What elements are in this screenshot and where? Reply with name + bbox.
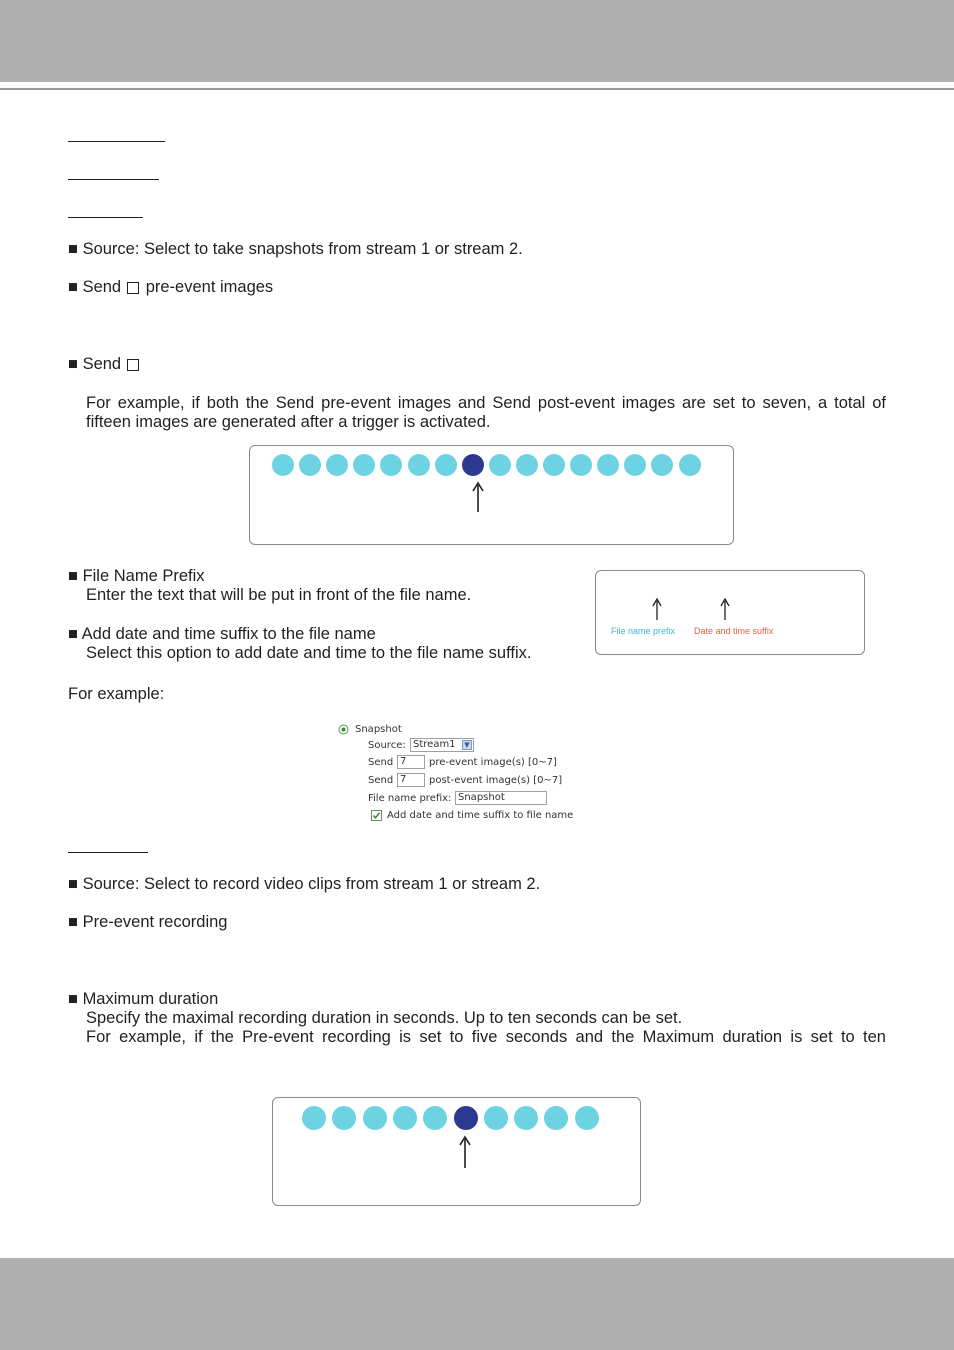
paragraph-text: Select this option to add date and time to the file name suffix. <box>86 644 532 662</box>
frame-dot <box>489 454 511 476</box>
frame-dot <box>302 1106 326 1130</box>
pre-event-input[interactable]: 7 <box>397 755 425 769</box>
heading-underline <box>68 179 159 180</box>
source-value: Stream1 <box>413 739 456 750</box>
bullet-mark: ■ <box>68 240 78 258</box>
for-example-label: For example: <box>68 685 165 703</box>
paragraph-text: Pre-event recording <box>82 913 228 931</box>
chevron-down-icon: ▼ <box>462 740 472 750</box>
bullet-mark: ■ <box>68 567 78 585</box>
bullet-send-post <box>68 355 141 374</box>
heading-underline <box>68 852 148 853</box>
radio-selected-icon[interactable] <box>338 724 349 735</box>
bullet-date-suffix <box>68 625 376 644</box>
source-label: Source: <box>368 740 406 751</box>
paragraph-text: File Name Prefix <box>82 567 205 585</box>
trigger-arrow-icon <box>457 1135 473 1169</box>
bullet-file-prefix <box>68 567 205 586</box>
bullet-mark: ■ <box>68 625 78 643</box>
bullet-mark: ■ <box>68 278 78 296</box>
bullet-send-pre <box>68 278 273 297</box>
paragraph-text: Enter the text that will be put in front of the file name. <box>86 586 472 604</box>
frame-dot <box>393 1106 417 1130</box>
frame-dot <box>570 454 592 476</box>
paragraph-text <box>86 1028 886 1047</box>
heading-underline <box>68 141 165 142</box>
footer-band <box>0 1258 954 1350</box>
example-paragraph: For example, if both the Send pre-event images and Send post-event images are set to seven, a total of fifteen images are generated after a trigger is activated. <box>86 394 886 431</box>
frame-dot <box>543 454 565 476</box>
bullet-max-duration <box>68 990 218 1009</box>
send-label: Send <box>368 775 394 786</box>
frame-dot <box>575 1106 599 1130</box>
paragraph-text: Add date and time suffix to the file name <box>81 625 376 643</box>
paragraph-text: Maximum duration <box>82 990 219 1008</box>
radio-label: Snapshot <box>355 724 402 735</box>
frame-dot <box>272 454 294 476</box>
post-event-label: post-event image(s) [0~7] <box>429 775 563 786</box>
heading-underline <box>68 217 143 218</box>
frame-dot <box>299 454 321 476</box>
frame-dot <box>435 454 457 476</box>
trigger-arrow-icon <box>470 481 486 513</box>
file-prefix-label: File name prefix: <box>368 793 452 804</box>
paragraph-text-line: For example, if the Pre-event recording is set to five seconds and the Maximum duration is set to ten <box>86 1028 886 1046</box>
post-event-input[interactable]: 7 <box>397 773 425 787</box>
paragraph-text: pre-event images <box>145 278 274 296</box>
trigger-frame-dot <box>454 1106 478 1130</box>
bullet-mark: ■ <box>68 355 78 373</box>
paragraph-text: Source: Select to record video clips from stream 1 or stream 2. <box>82 875 541 893</box>
file-name-prefix-label: File name prefix <box>611 626 676 636</box>
snapshot-form <box>338 722 588 826</box>
checkbox-icon <box>127 359 139 371</box>
paragraph-text: Specify the maximal recording duration in seconds. Up to ten seconds can be set. <box>86 1009 683 1027</box>
bullet-video-source <box>68 875 540 894</box>
paragraph-text: Send <box>82 278 122 296</box>
bullet-pre-event-recording <box>68 913 227 932</box>
paragraph-text: Send <box>82 355 122 373</box>
paragraph-text: Source: Select to take snapshots from stream 1 or stream 2. <box>82 240 523 258</box>
source-select[interactable] <box>410 738 474 752</box>
frame-dot <box>514 1106 538 1130</box>
trigger-frame-dot <box>462 454 484 476</box>
bullet-mark: ■ <box>68 913 78 931</box>
suffix-arrow-icon <box>719 598 731 622</box>
frame-dot <box>363 1106 387 1130</box>
header-rule <box>0 88 954 90</box>
frame-dot <box>516 454 538 476</box>
bullet-source <box>68 240 523 259</box>
checkbox-icon <box>127 282 139 294</box>
frame-dot <box>423 1106 447 1130</box>
frame-dot <box>408 454 430 476</box>
prefix-arrow-icon <box>651 598 663 622</box>
pre-event-label: pre-event image(s) [0~7] <box>429 757 557 768</box>
header-band <box>0 0 954 82</box>
date-suffix-checkbox-label: Add date and time suffix to file name <box>387 810 574 821</box>
bullet-mark: ■ <box>68 875 78 893</box>
frame-dot <box>484 1106 508 1130</box>
checkbox-checked-icon[interactable] <box>371 810 382 821</box>
date-time-suffix-label: Date and time suffix <box>694 626 774 636</box>
frame-dot <box>679 454 701 476</box>
send-label: Send <box>368 757 394 768</box>
file-prefix-input[interactable]: Snapshot <box>455 791 547 805</box>
bullet-mark: ■ <box>68 990 78 1008</box>
